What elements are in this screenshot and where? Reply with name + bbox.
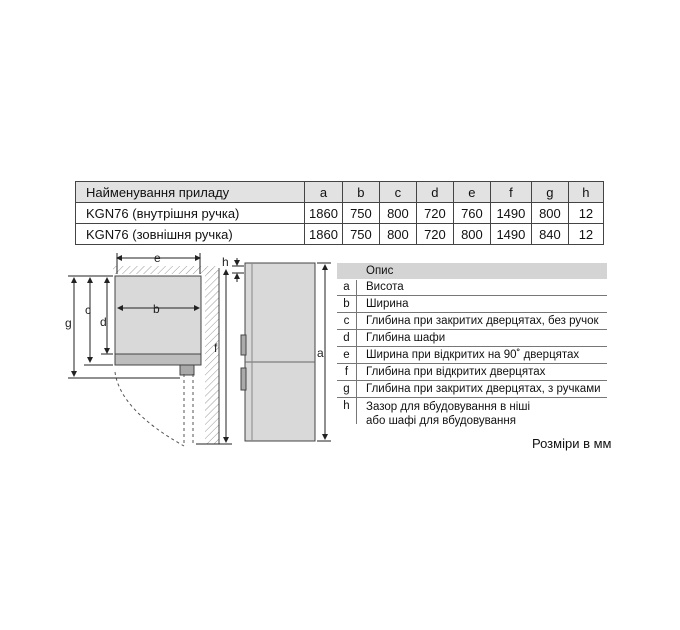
table-cell: KGN76 (внутрішня ручка) — [76, 203, 305, 224]
dim-label-a: a — [317, 346, 324, 360]
table-header-cell: d — [416, 182, 453, 203]
table-header-cell: f — [490, 182, 531, 203]
table-cell: 1860 — [305, 224, 343, 245]
legend-key: b — [343, 298, 350, 310]
legend-text — [356, 398, 607, 430]
legend-item — [337, 381, 607, 398]
top-wall-hatch — [113, 266, 219, 274]
units-note: Розміри в мм — [532, 436, 612, 451]
legend-key: h — [343, 400, 350, 412]
door-closed — [115, 354, 201, 365]
dim-label-f: f — [214, 341, 218, 355]
legend-header — [337, 263, 607, 279]
handle-upper — [241, 335, 246, 355]
legend-key: e — [343, 349, 350, 361]
legend-item — [337, 364, 607, 381]
dim-label-g: g — [65, 316, 72, 330]
legend-key: c — [343, 315, 350, 327]
table-cell: 750 — [342, 224, 379, 245]
table-cell: 12 — [568, 224, 603, 245]
dim-label-e: e — [154, 251, 161, 265]
legend-text: Ширина — [366, 298, 409, 310]
legend-key — [337, 263, 356, 279]
dim-label-c: c — [85, 303, 91, 317]
legend-key: f — [344, 366, 349, 378]
legend-key: a — [343, 281, 350, 293]
table-header-cell: Найменування приладу — [76, 182, 305, 203]
table-cell: 1490 — [490, 203, 531, 224]
dim-label-d: d — [100, 315, 107, 329]
legend-item — [337, 296, 607, 313]
side-view — [241, 263, 331, 441]
legend-text: Глибина при закритих дверцятах, з ручками — [366, 383, 601, 395]
table-cell: 800 — [531, 203, 568, 224]
table-cell: 1490 — [490, 224, 531, 245]
table-header-cell: b — [342, 182, 379, 203]
table-cell: 12 — [568, 203, 603, 224]
niche-wall-hatch — [205, 268, 219, 444]
table-cell: 720 — [416, 224, 453, 245]
legend-text: Ширина при відкритих на 90˚ дверцятах — [366, 349, 580, 361]
legend-item — [337, 330, 607, 347]
table-header-cell: g — [531, 182, 568, 203]
legend-text: Висота — [366, 281, 404, 293]
door-handle — [180, 365, 194, 375]
table-cell: 760 — [453, 203, 490, 224]
dim-label-h: h — [222, 255, 229, 269]
legend-key: g — [343, 383, 350, 395]
table-cell: 840 — [531, 224, 568, 245]
table-cell: 800 — [379, 203, 416, 224]
table-header-cell: c — [379, 182, 416, 203]
legend-text: Глибина при закритих дверцятах, без ручок — [366, 315, 599, 327]
legend-text: Глибина при відкритих дверцятах — [366, 366, 546, 378]
handle-lower — [241, 368, 246, 390]
table-cell: 1860 — [305, 203, 343, 224]
table-cell: 800 — [379, 224, 416, 245]
legend-item — [337, 347, 607, 364]
legend-item — [337, 398, 607, 430]
dim-label-b: b — [153, 302, 160, 316]
legend-text-line2: або шафі для вбудовування — [366, 415, 516, 427]
legend-header-label: Опис — [366, 265, 394, 277]
table-cell: 750 — [342, 203, 379, 224]
table-cell: 800 — [453, 224, 490, 245]
fridge-side-body — [245, 263, 315, 441]
legend-text-line1: Зазор для вбудовування в ніші — [366, 401, 531, 413]
door-swing-arc — [115, 372, 184, 446]
table-header-cell: a — [305, 182, 343, 203]
cabinet-body — [115, 276, 201, 364]
table-header-cell: e — [453, 182, 490, 203]
table-header-cell: h — [568, 182, 603, 203]
table-cell: 720 — [416, 203, 453, 224]
legend-key: d — [343, 332, 350, 344]
legend-text: Глибина шафи — [366, 332, 446, 344]
legend-table — [337, 263, 607, 430]
legend-item — [337, 313, 607, 330]
top-view — [65, 251, 244, 446]
table-cell: KGN76 (зовнішня ручка) — [76, 224, 305, 245]
legend-item — [337, 279, 607, 296]
